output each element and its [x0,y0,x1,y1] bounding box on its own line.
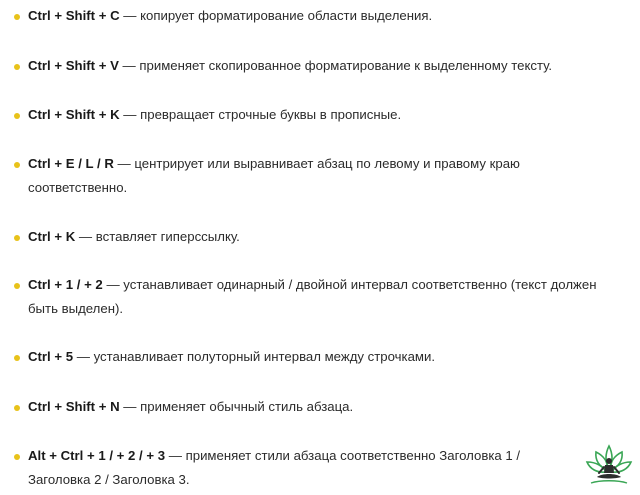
bullet-icon [14,14,20,20]
shortcut-description: — применяет обычный стиль абзаца. [119,399,354,414]
shortcut-keys: Ctrl + 1 / + 2 [28,277,103,292]
bullet-icon [14,113,20,119]
list-item [14,345,614,369]
bullet-icon [14,64,20,70]
list-item [14,152,614,200]
list-item [14,444,586,492]
list-item [14,395,614,419]
bullet-icon [14,283,20,289]
shortcut-description: — превращает строчные буквы в прописные. [119,107,402,122]
shortcut-description: — применяет скопированное форматирование к выделенному тексту. [118,58,553,73]
list-item [14,54,614,78]
shortcut-description: — применяет стили абзаца соответственно Заголовка 1 / Заголовка 2 / Заголовка 3. [28,448,521,487]
list-item [14,103,614,127]
bullet-icon [14,355,20,361]
bullet-icon [14,454,20,460]
shortcut-keys: Ctrl + E / L / R [28,156,114,171]
list-item [14,273,614,321]
shortcut-keys: Ctrl + Shift + K [28,107,120,122]
shortcut-description: — вставляет гиперссылку. [75,229,240,244]
list-item [14,225,614,249]
shortcut-keys: Ctrl + Shift + N [28,399,120,414]
meditating-figure-lotus-icon [582,440,636,490]
bullet-icon [14,235,20,241]
bullet-icon [14,405,20,411]
shortcut-keys: Alt + Ctrl + 1 / + 2 / + 3 [28,448,166,463]
shortcut-keys: Ctrl + 5 [28,349,74,364]
shortcut-keys: Ctrl + K [28,229,76,244]
shortcut-description: — копирует форматирование области выделения. [119,8,433,23]
shortcut-description: — центрирует или выравнивает абзац по левому и правому краю соответственно. [28,156,520,195]
shortcut-keys: Ctrl + Shift + V [28,58,119,73]
shortcut-description: — устанавливает одинарный / двойной интервал соответственно (текст должен быть выделен). [28,277,597,316]
bullet-icon [14,162,20,168]
shortcut-description: — устанавливает полуторный интервал между строчками. [73,349,436,364]
list-item [14,4,614,28]
shortcut-keys: Ctrl + Shift + C [28,8,120,23]
